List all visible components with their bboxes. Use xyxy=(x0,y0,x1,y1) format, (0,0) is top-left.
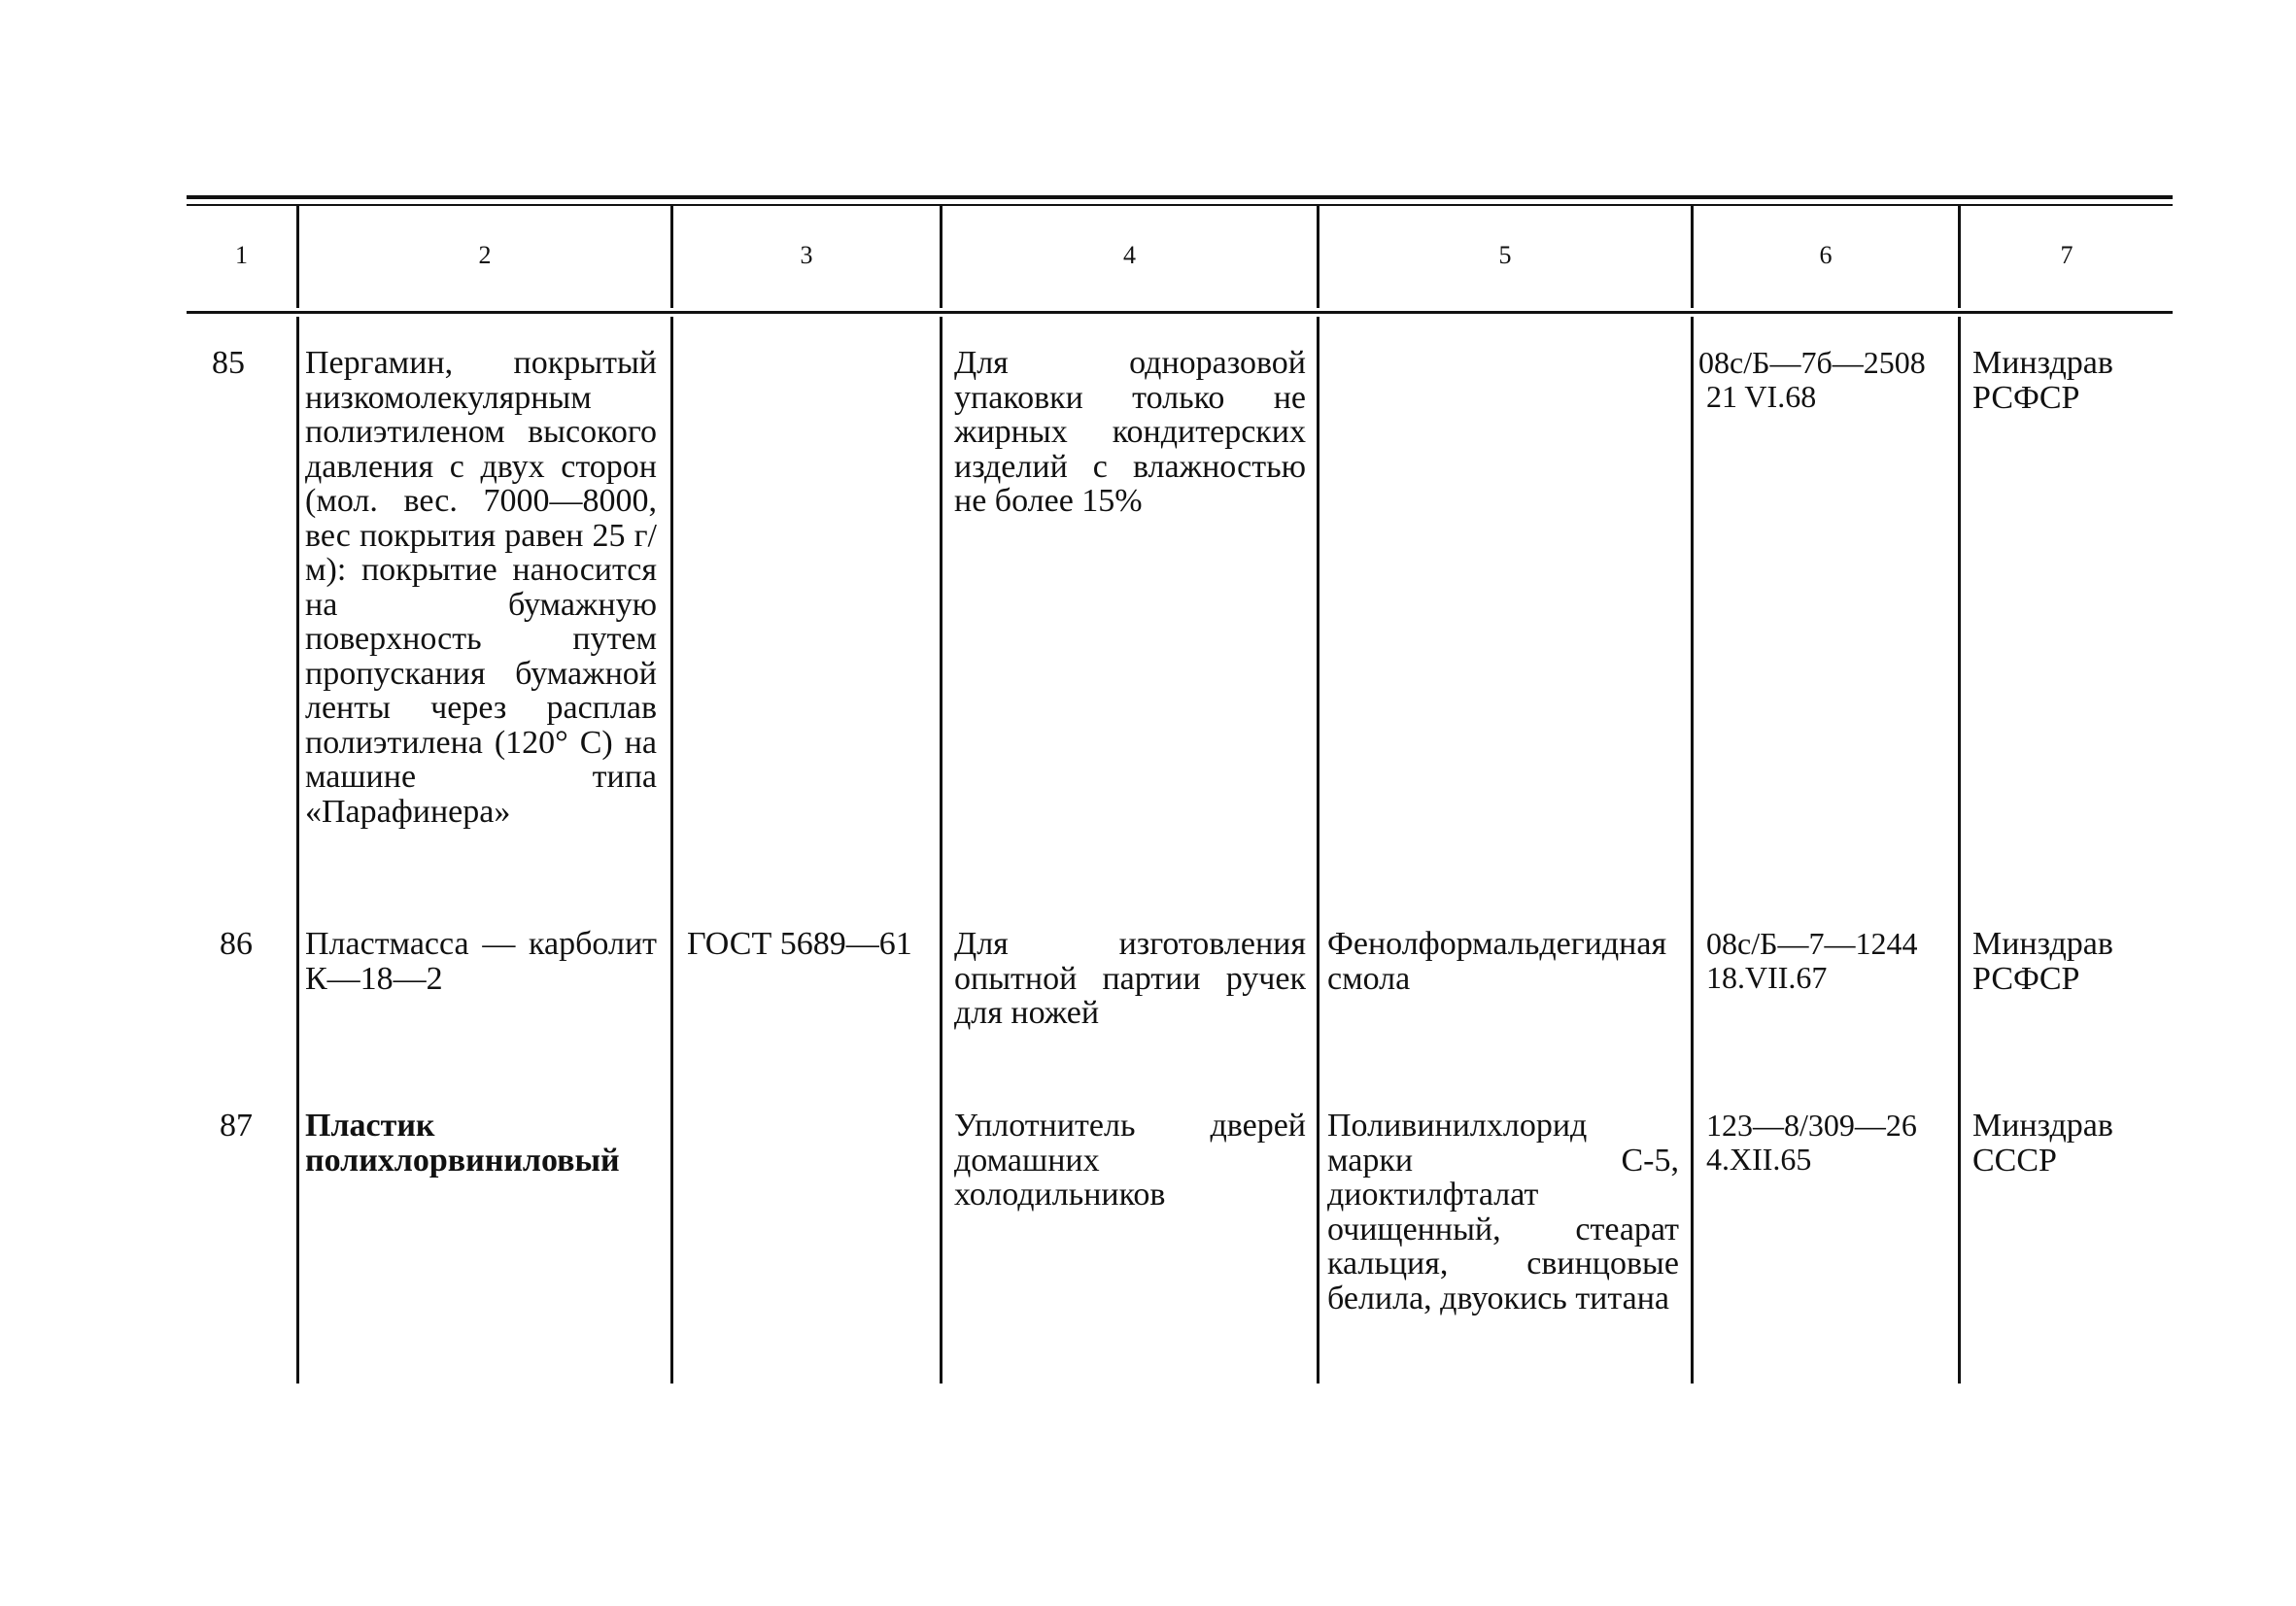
permit-date: 4.XII.65 xyxy=(1706,1142,1812,1177)
standard: ГОСТ 5689—61 xyxy=(687,926,912,962)
table-header-rule xyxy=(187,311,2173,314)
column-divider xyxy=(1691,317,1694,1384)
permit-number: 123—8/309—26 xyxy=(1706,1108,1917,1143)
column-header: 4 xyxy=(1123,241,1136,269)
column-divider xyxy=(1958,317,1961,1384)
column-divider xyxy=(940,317,942,1384)
material-name: Пергамин, покрытый низкомолекулярным полиэтиленом высокого давления с двух сторон (мол. вес. 7000—8000, вес покрытия равен 25 г/м): покрытие наносится на бумажную поверхность путем пропускания бумажной ленты через расплав полиэтилена (120° С) на машине типа «Парафинера» xyxy=(305,345,657,830)
row-number: 86 xyxy=(220,926,253,962)
issuing-authority: Минздрав СССР xyxy=(1972,1108,2113,1179)
table-top-rule-thin xyxy=(187,204,2173,206)
material-name: Пластмасса — карболит К—18—2 xyxy=(305,926,657,997)
column-divider xyxy=(1317,317,1319,1384)
purpose: Уплотнитель дверей домашних холодильников xyxy=(954,1108,1306,1213)
composition: Фенолформальдегидная смола xyxy=(1327,926,1667,997)
permit-date: 21 VI.68 xyxy=(1706,379,1817,414)
column-header: 5 xyxy=(1498,241,1512,269)
column-header: 6 xyxy=(1819,241,1833,269)
purpose: Для изготовления опытной партии ручек для ножей xyxy=(954,926,1306,1031)
column-header: 3 xyxy=(800,241,813,269)
table-top-rule xyxy=(187,195,2173,199)
permit-date: 18.VII.67 xyxy=(1706,960,1828,995)
material-name: Пластик полихлорвиниловый xyxy=(305,1108,620,1179)
column-header: 1 xyxy=(235,241,248,269)
permit-number: 08с/Б—7б—2508 xyxy=(1698,345,1926,380)
column-header: 7 xyxy=(2060,241,2073,269)
row-number: 87 xyxy=(220,1108,253,1144)
row-number: 85 xyxy=(212,345,245,381)
issuing-authority: Минздрав РСФСР xyxy=(1972,926,2113,997)
column-divider xyxy=(296,317,299,1384)
issuing-authority: Минздрав РСФСР xyxy=(1972,345,2113,416)
column-header: 2 xyxy=(478,241,492,269)
column-divider xyxy=(670,317,673,1384)
composition: Поливинилхлорид марки С-5, диоктилфталат очищенный, стеарат кальция, свинцовые белила, двуокись титана xyxy=(1327,1108,1679,1316)
permit-number: 08с/Б—7—1244 xyxy=(1706,926,1918,961)
purpose: Для одноразовой упаковки только не жирных кондитерских изделий с влажностью не более 15% xyxy=(954,345,1306,519)
